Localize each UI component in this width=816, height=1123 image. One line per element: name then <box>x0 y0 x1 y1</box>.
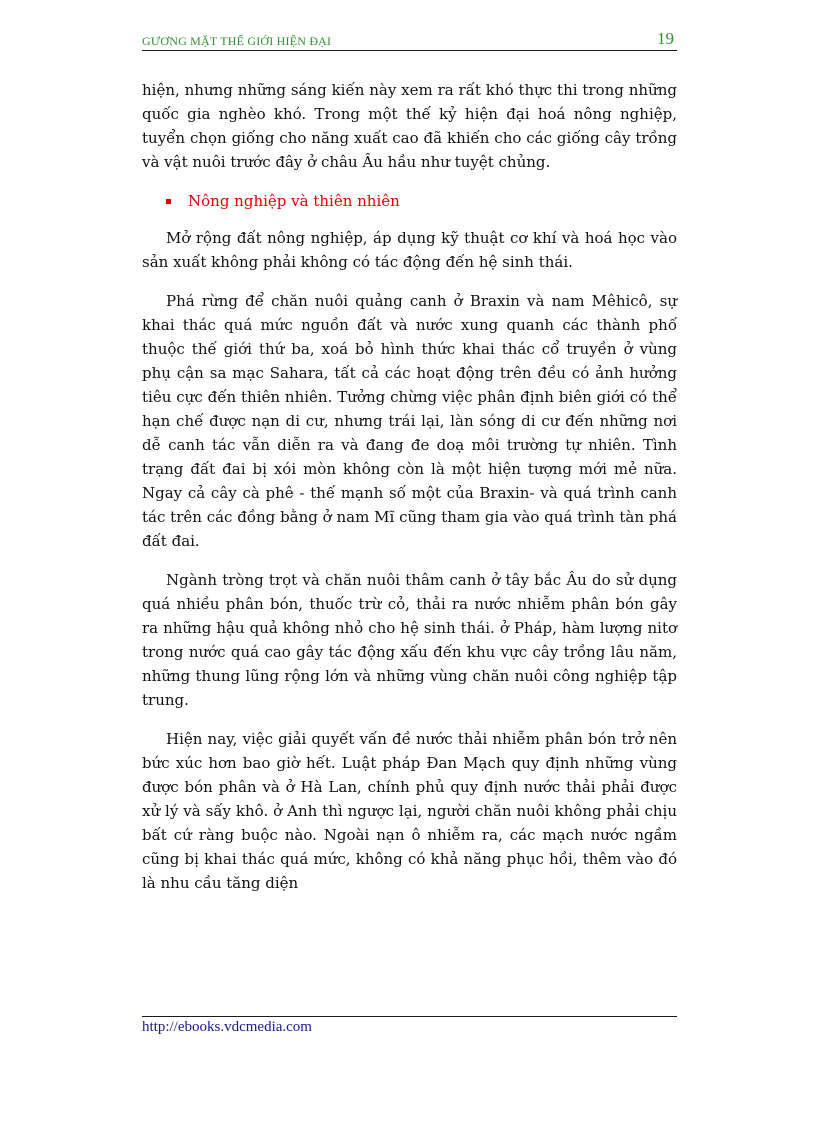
running-header <box>142 28 677 51</box>
footer-divider <box>142 1016 677 1017</box>
section-heading-text: Nông nghiệp và thiên nhiên <box>188 192 400 210</box>
page-number: 19 <box>657 29 674 48</box>
square-bullet-icon <box>166 199 171 204</box>
paragraph: Phá rừng để chăn nuôi quảng canh ở Braxin và nam Mêhicô, sự khai thác quá mức nguồn đất và nước xung quanh các thành phố thuộc thế giới thứ ba, xoá bỏ hình thức khai thác cổ truyền ở vùng phụ cận sa mạc Sahara, tất cả các hoạt động trên đều có ảnh hưởng tiêu cực đến thiên nhiên. Tưởng chừng việc phân định biên giới có thể hạn chế được nạn di cư, nhưng trái lại, làn sóng di cư đến những nơi dễ canh tác vẫn diễn ra và đang đe doạ môi trường tự nhiên. Tình trạng đất đai bị xói mòn không còn là một hiện tượng mới mẻ nữa. Ngay cả cây cà phê - thế mạnh số một của Braxin- và quá trình canh tác trên các đồng bằng ở nam Mĩ cũng tham gia vào quá trình tàn phá đất đai. <box>142 292 677 550</box>
section-heading <box>142 189 677 213</box>
book-title: GƯƠNG MẶT THẾ GIỚI HIỆN ĐẠI <box>142 34 332 48</box>
paragraph: Mở rộng đất nông nghiệp, áp dụng kỹ thuật cơ khí và hoá học vào sản xuất không phải không có tác động đến hệ sinh thái. <box>142 229 677 271</box>
paragraph: Ngành tròng trọt và chăn nuôi thâm canh ở tây bắc Âu do sử dụng quá nhiều phân bón, thuốc trừ cỏ, thải ra nước nhiễm phân bón gây ra những hậu quả không nhỏ cho hệ sinh thái. ở Pháp, hàm lượng nitơ trong nước quá cao gây tác động xấu đến khu vực cây trồng lâu năm, những thung lũng rộng lớn và những vùng chăn nuôi công nghiệp tập trung. <box>142 571 677 709</box>
paragraph-continued: hiện, nhưng những sáng kiến này xem ra rất khó thực thi trong những quốc gia nghèo khó. Trong một thế kỷ hiện đại hoá nông nghiệp, tuyển chọn giống cho năng xuất cao đã khiến cho các giống cây trồng và vật nuôi trước đây ở châu Âu hầu như tuyệt chủng. <box>142 81 677 171</box>
paragraph: Hiện nay, việc giải quyết vấn đề nước thải nhiễm phân bón trở nên bức xúc hơn bao giờ hết. Luật pháp Đan Mạch quy định những vùng được bón phân và ở Hà Lan, chính phủ quy định nước thải phải được xử lý và sấy khô. ở Anh thì ngược lại, người chăn nuôi không phải chịu bất cứ ràng buộc nào. Ngoài nạn ô nhiễm ra, các mạch nước ngầm cũng bị khai thác quá mức, không có khả năng phục hồi, thêm vào đó là nhu cầu tăng diện <box>142 730 677 892</box>
footer-website-link[interactable]: http://ebooks.vdcmedia.com <box>142 1019 312 1035</box>
page-body <box>142 78 677 895</box>
